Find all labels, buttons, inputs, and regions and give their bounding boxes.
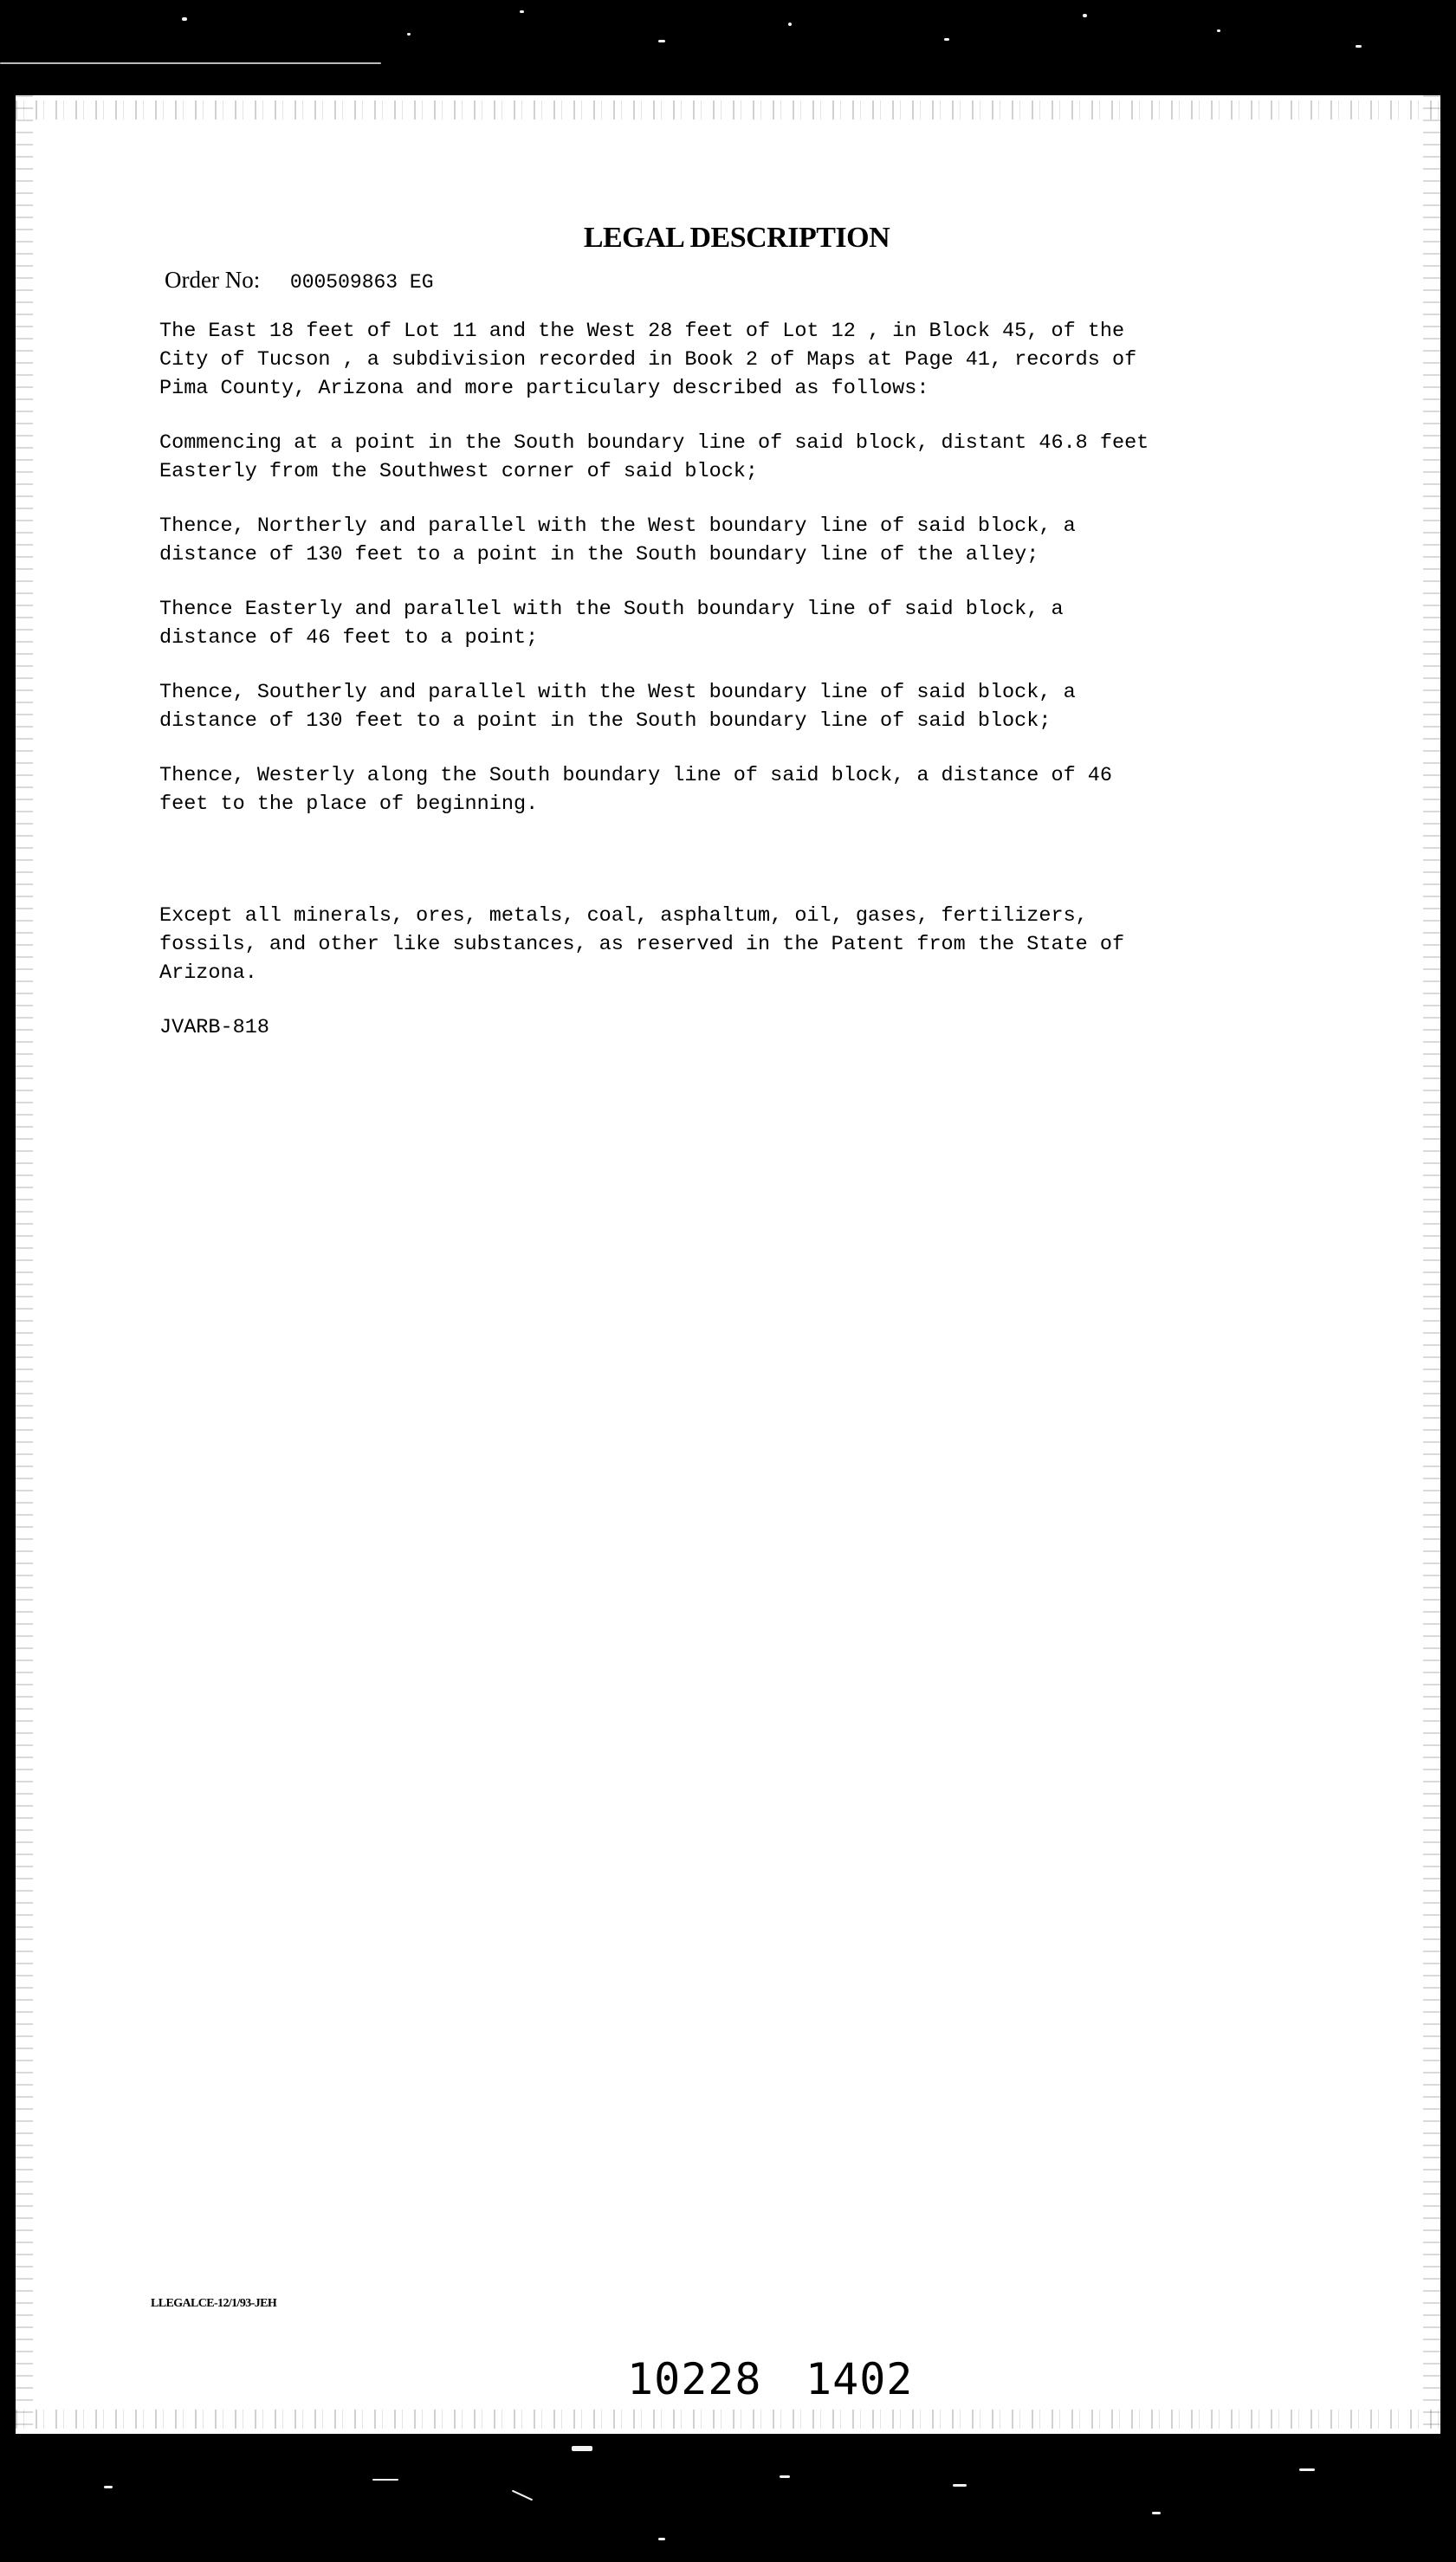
scan-speck <box>944 38 949 41</box>
paragraph-thence-southerly: Thence, Southerly and parallel with the West boundary line of said block, a distance of 130 feet to a point in the South boundary line of said block; <box>159 681 1076 733</box>
paragraph-thence-westerly: Thence, Westerly along the South boundary line of said block, a distance of 46 feet to the place of beginning. <box>159 764 1112 816</box>
scan-border-bottom <box>0 2434 1456 2562</box>
paragraph-lot-description: The East 18 feet of Lot 11 and the West 28 feet of Lot 12 , in Block 45, of the City of Tucson , a subdivision recorded in Book 2 of Maps at Page 41, records of Pima County, Arizona and more particulary described as follows: <box>159 320 1137 400</box>
scan-speck <box>1217 29 1220 32</box>
scan-border-top <box>0 0 1456 95</box>
document-page <box>16 95 1440 2434</box>
scan-speck <box>572 2446 592 2451</box>
scan-noise-left <box>16 95 33 2434</box>
scan-speck <box>520 10 524 13</box>
order-number-value: 000509863 EG <box>289 271 434 294</box>
scan-speck <box>1083 14 1087 17</box>
recording-stamp-book: 10228 <box>627 2354 762 2404</box>
scan-speck <box>372 2479 398 2481</box>
scan-speck <box>104 2486 113 2488</box>
order-number-label: Order No: <box>165 267 261 293</box>
form-footer-code: LLEGALCE-12/1/93-JEH <box>151 2297 277 2310</box>
paragraph-mineral-exception: Except all minerals, ores, metals, coal, asphaltum, oil, gases, fertilizers, fossils, and other like substances, as reserved in the Patent from the State of Arizona. <box>159 904 1125 985</box>
scan-speck <box>182 17 187 21</box>
document-title: LEGAL DESCRIPTION <box>583 222 890 254</box>
scan-speck <box>1152 2512 1161 2514</box>
paragraph-commencing: Commencing at a point in the South boundary line of said block, distant 46.8 feet Easterly from the Southwest corner of said block; <box>159 431 1149 483</box>
paragraph-thence-northerly: Thence, Northerly and parallel with the West boundary line of said block, a distance of 130 feet to a point in the South boundary line of the alley; <box>159 514 1076 566</box>
scan-noise-bottom <box>16 2410 1440 2429</box>
scan-speck <box>788 23 792 26</box>
scan-speck <box>780 2475 790 2478</box>
scan-speck <box>0 62 381 64</box>
legal-description-body <box>159 317 1320 1068</box>
scan-speck <box>658 40 665 42</box>
scan-speck <box>658 2538 665 2540</box>
reference-code: JVARB-818 <box>159 1016 269 1039</box>
scan-noise-right <box>1423 95 1440 2434</box>
scan-speck <box>512 2490 533 2501</box>
scan-speck <box>953 2484 967 2487</box>
recording-stamp-page: 1402 <box>806 2354 914 2404</box>
scan-speck <box>1299 2468 1315 2471</box>
order-number-line <box>165 267 434 294</box>
paragraph-thence-easterly: Thence Easterly and parallel with the South boundary line of said block, a distance of 46 feet to a point; <box>159 598 1064 650</box>
scan-speck <box>407 33 411 36</box>
scan-noise-top <box>16 100 1440 120</box>
scan-speck <box>1356 45 1362 48</box>
